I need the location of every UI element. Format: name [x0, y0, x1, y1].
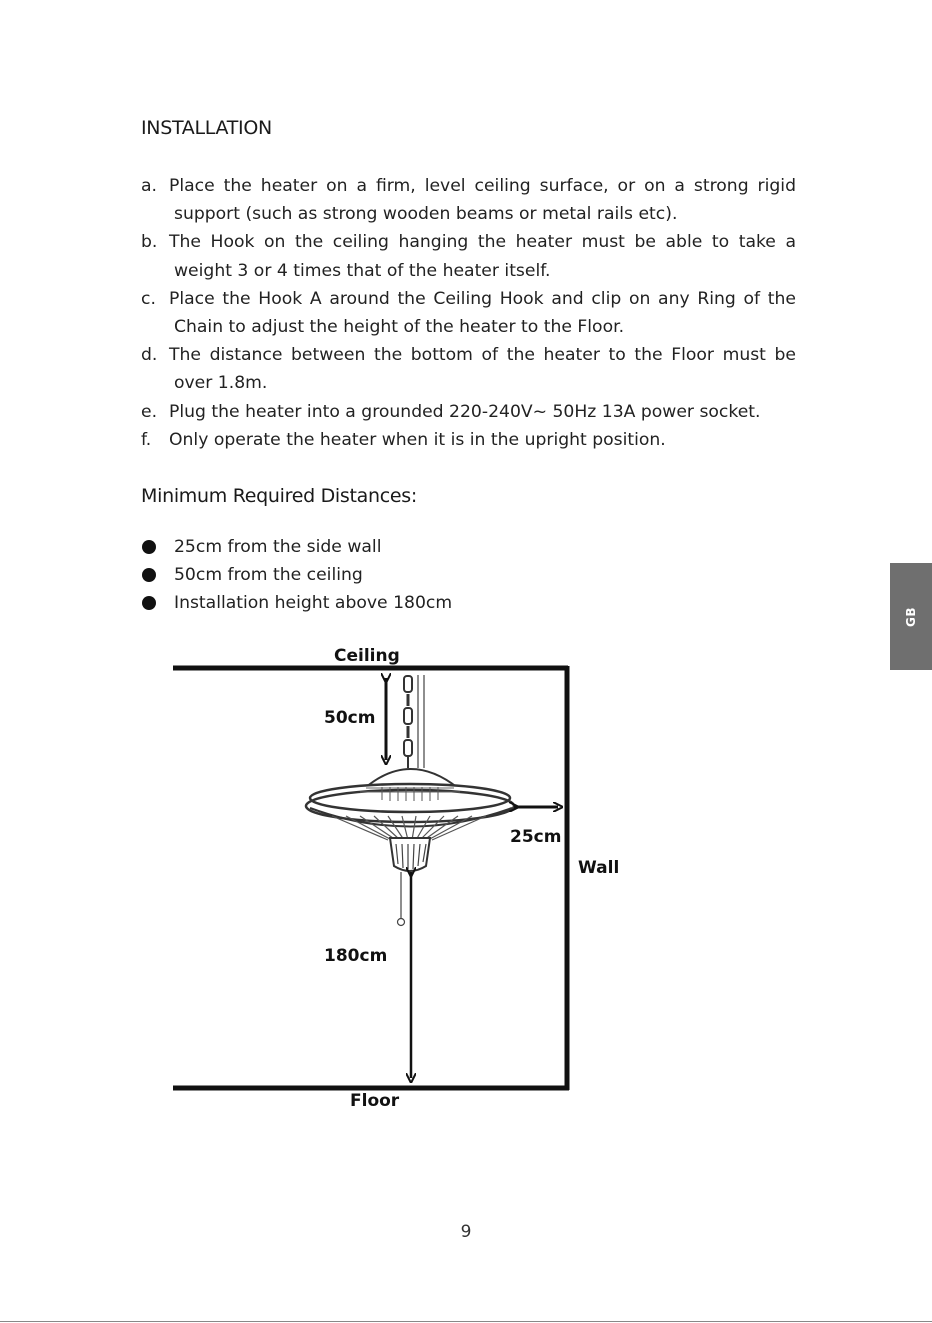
step-f	[141, 426, 796, 454]
step-text-line1: Only operate the heater when it is in the upright position.	[169, 429, 666, 450]
step-b	[141, 228, 796, 284]
step-marker: a.	[141, 176, 157, 196]
step-e	[141, 398, 796, 426]
language-tab	[890, 563, 932, 670]
list-item	[141, 561, 452, 589]
bullet-icon	[142, 568, 156, 582]
installation-steps	[141, 172, 796, 454]
distance-list	[141, 533, 452, 618]
step-marker: c.	[141, 288, 156, 309]
step-a	[141, 172, 796, 228]
ceiling-label: Ceiling	[334, 646, 400, 666]
step-marker: b.	[141, 232, 158, 253]
bullet-icon	[142, 596, 156, 610]
floor-label: Floor	[350, 1091, 400, 1111]
list-item-text: 50cm from the ceiling	[174, 565, 363, 586]
step-text-line1: The Hook on the ceiling hanging the heater must be able to take a	[169, 232, 796, 253]
hanging-chain	[404, 675, 424, 768]
step-text-line1: Place the heater on a firm, level ceiling surface, or on a strong rigid	[169, 176, 796, 196]
list-item-text: 25cm from the side wall	[174, 537, 382, 557]
bullet-icon	[142, 540, 156, 554]
bottom-rule	[0, 1321, 932, 1322]
ceiling-gap-label: 50cm	[324, 708, 376, 728]
step-text-line2: support (such as strong wooden beams or metal rails etc).	[174, 204, 678, 225]
page-number: 9	[460, 1222, 472, 1242]
step-text-line1: Place the Hook A around the Ceiling Hook and clip on any Ring of the	[169, 288, 796, 309]
section-title-installation: INSTALLATION	[141, 117, 272, 139]
list-item-text: Installation height above 180cm	[174, 593, 453, 614]
step-marker: f.	[141, 429, 152, 450]
wall-gap-label: 25cm	[510, 827, 562, 847]
step-text-line2: weight 3 or 4 times that of the heater itself.	[174, 260, 551, 281]
wall-label: Wall	[578, 858, 620, 878]
step-text-line2: over 1.8m.	[174, 373, 268, 394]
step-d	[141, 341, 796, 397]
installation-diagram	[160, 640, 640, 1120]
language-tab-label: GB	[904, 606, 918, 627]
step-text-line1: Plug the heater into a grounded 220-240V~ 50Hz 13A power socket.	[169, 401, 761, 422]
section-title-minimum-distances: Minimum Required Distances:	[141, 485, 417, 507]
floor-height-label: 180cm	[324, 946, 388, 966]
list-item	[141, 589, 452, 617]
step-text-line1: The distance between the bottom of the heater to the Floor must be	[169, 345, 796, 366]
step-marker: d.	[141, 345, 158, 366]
step-c	[141, 285, 796, 341]
step-text-line2: Chain to adjust the height of the heater to the Floor.	[174, 317, 625, 338]
step-marker: e.	[141, 401, 158, 422]
list-item	[141, 533, 452, 561]
